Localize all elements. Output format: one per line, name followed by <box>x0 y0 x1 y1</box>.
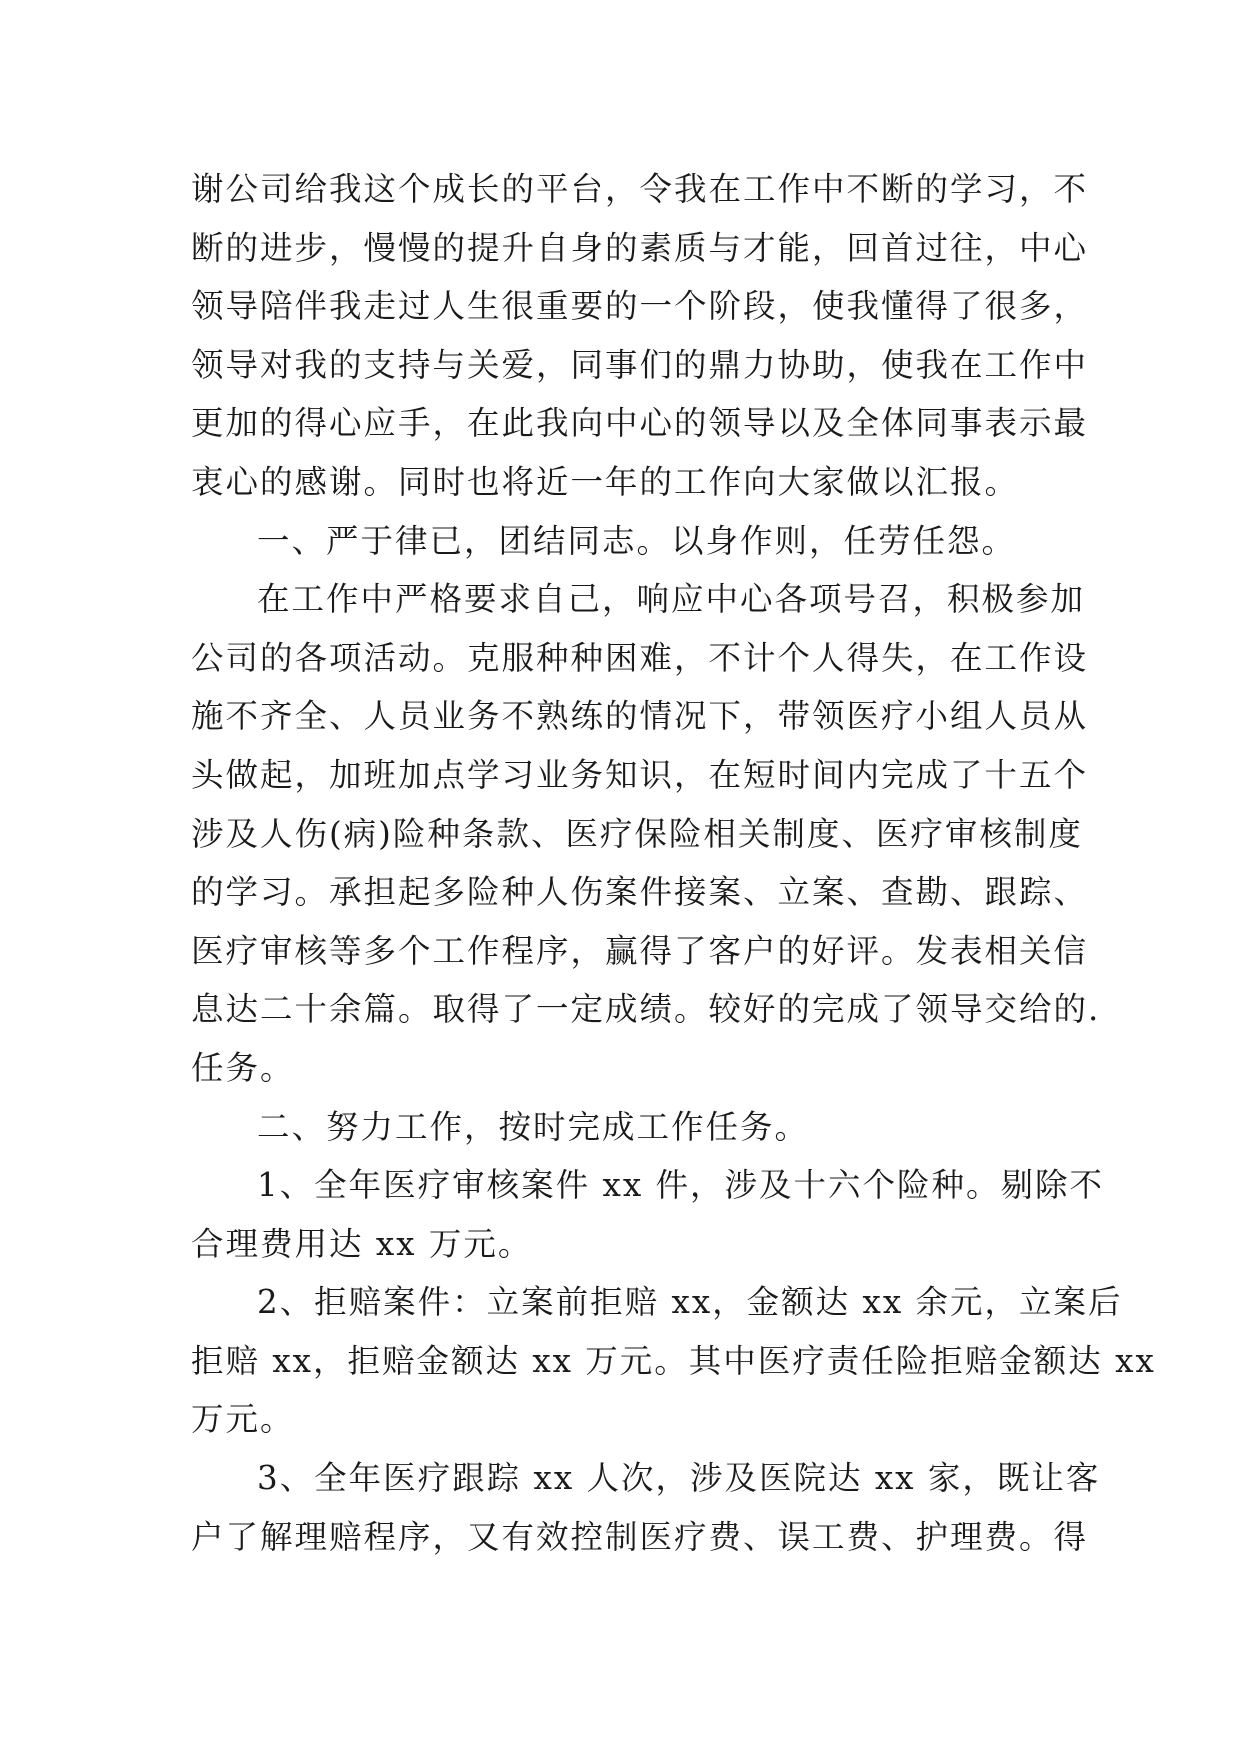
text-line: 万元。 <box>191 1400 295 1439</box>
text-line: 合理费用达 xx 万元。 <box>191 1224 533 1263</box>
text-line: 领导对我的支持与关爱，同事们的鼎力协助，使我在工作中 <box>191 345 1089 384</box>
text-line: 衷心的感谢。同时也将近一年的工作向大家做以汇报。 <box>191 462 1020 501</box>
list-item-3: 3、全年医疗跟踪 xx 人次，涉及医院达 xx 家，既让客 <box>257 1459 1101 1498</box>
list-item-1: 1、全年医疗审核案件 xx 件，涉及十六个险种。剔除不 <box>257 1166 1104 1205</box>
text-line: 施不齐全、人员业务不熟练的情况下，带领医疗小组人员从 <box>191 697 1089 736</box>
text-line: 医疗审核等多个工作程序，赢得了客户的好评。发表相关信 <box>191 931 1089 970</box>
text-line: 涉及人伤(病)险种条款、医疗保险相关制度、医疗审核制度 <box>191 814 1083 853</box>
text-line: 公司的各项活动。克服种种困难，不计个人得失，在工作设 <box>191 638 1089 677</box>
section-heading-1: 一、严于律已，团结同志。以身作则，任劳任怨。 <box>257 521 1017 560</box>
text-line: 拒赔 xx，拒赔金额达 xx 万元。其中医疗责任险拒赔金额达 xx <box>191 1341 1156 1380</box>
text-line: 头做起，加班加点学习业务知识，在短时间内完成了十五个 <box>191 755 1089 794</box>
text-line: 断的进步，慢慢的提升自身的素质与才能，回首过往，中心 <box>191 228 1089 267</box>
text-line: 领导陪伴我走过人生很重要的一个阶段，使我懂得了很多， <box>191 287 1089 326</box>
text-line: 谢公司给我这个成长的平台，令我在工作中不断的学习，不 <box>191 170 1089 208</box>
text-line: 更加的得心应手，在此我向中心的领导以及全体同事表示最 <box>191 404 1089 443</box>
section-heading-2: 二、努力工作，按时完成工作任务。 <box>257 1107 810 1146</box>
text-line: 任务。 <box>191 1048 295 1087</box>
list-item-2: 2、拒赔案件：立案前拒赔 xx，金额达 xx 余元，立案后 <box>257 1283 1123 1322</box>
text-line: 的学习。承担起多险种人伤案件接案、立案、查勘、跟踪、 <box>191 873 1089 912</box>
text-line: 户了解理赔程序，又有效控制医疗费、误工费、护理费。得 <box>191 1517 1089 1556</box>
text-line: 在工作中严格要求自己，响应中心各项号召，积极参加 <box>257 580 1086 619</box>
document-body <box>191 160 1156 1566</box>
text-line: 息达二十余篇。取得了一定成绩。较好的完成了领导交给的. <box>191 990 1101 1029</box>
